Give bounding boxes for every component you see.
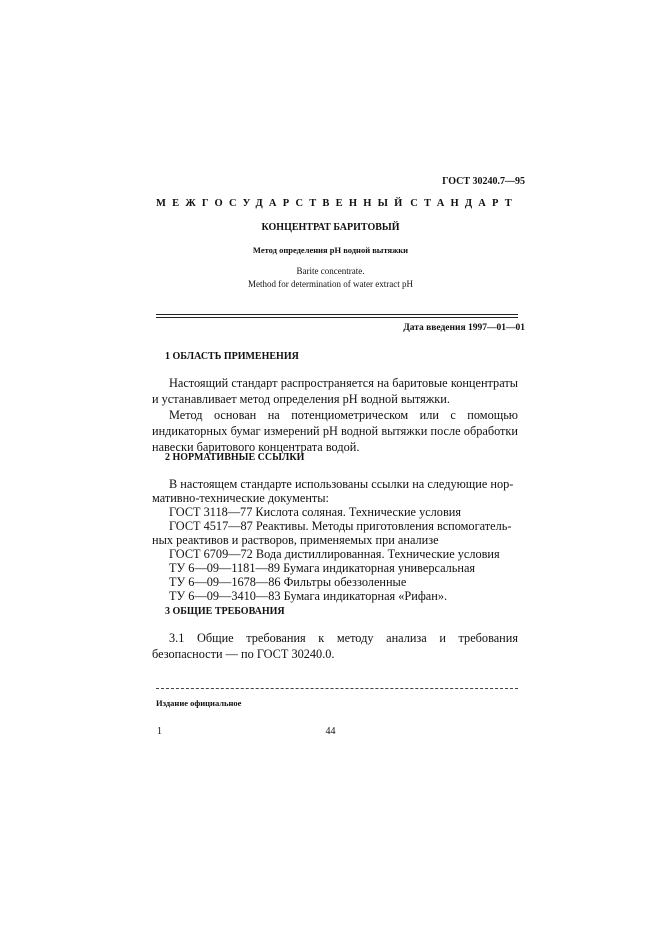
section-1-body: [152, 375, 518, 455]
english-subtitle: Method for determination of water extract pH: [248, 279, 413, 289]
section-1-paragraph-1: Настоящий стандарт распространяется на баритовые концентраты и устанавливает метод определения рН водной вытяжки.: [152, 376, 518, 406]
reference-item: ТУ 6—09—3410—83 Бумага индикаторная «Рифан».: [169, 589, 448, 603]
reference-item: ТУ 6—09—1678—86 Фильтры обеззоленные: [169, 575, 407, 589]
references-intro-cont: мативно-технические документы:: [152, 491, 329, 505]
header-divider-bottom: [156, 317, 518, 318]
page-number: 44: [325, 726, 336, 737]
edition-note: Издание официальное: [156, 698, 242, 708]
section-3-paragraph-1: 3.1 Общие требования к методу анализа и требования безопасности — по ГОСТ 30240.0.: [152, 631, 518, 661]
section-2-heading: 2 НОРМАТИВНЫЕ ССЫЛКИ: [165, 452, 305, 463]
section-1-paragraph-2: Метод основан на потенциометрическом или с помощью индикаторных бумаг измерений рН водной вытяжки после обработки навески баритового концентрата водой.: [152, 408, 518, 454]
english-title: Barite concentrate.: [296, 266, 365, 276]
section-3-body: [152, 630, 518, 662]
header-divider-top: [156, 314, 518, 315]
references-intro: В настоящем стандарте использованы ссылки на следующие нор-: [169, 477, 514, 491]
introduction-date: Дата введения 1997—01—01: [403, 323, 525, 333]
references-list: [152, 477, 518, 603]
standard-banner-right: СТАНДАРТ: [410, 198, 518, 209]
reference-item: ГОСТ 4517—87 Реактивы. Методы приготовления вспомогатель-: [169, 519, 512, 533]
reference-item: ГОСТ 3118—77 Кислота соляная. Технические условия: [169, 505, 462, 519]
reference-item: ТУ 6—09—1181—89 Бумага индикаторная универсальная: [169, 561, 476, 575]
section-1-heading: 1 ОБЛАСТЬ ПРИМЕНЕНИЯ: [165, 351, 299, 362]
gost-number: ГОСТ 30240.7—95: [442, 176, 525, 187]
document-title: КОНЦЕНТРАТ БАРИТОВЫЙ: [261, 222, 400, 233]
standard-banner: [156, 198, 518, 209]
section-3-heading: 3 ОБЩИЕ ТРЕБОВАНИЯ: [165, 606, 285, 617]
standard-banner-left: МЕЖГОСУДАРСТВЕННЫЙ: [156, 198, 409, 209]
document-subtitle: Метод определения рН водной вытяжки: [252, 245, 409, 255]
reference-item: ГОСТ 6709—72 Вода дистиллированная. Технические условия: [169, 547, 500, 561]
sheet-number: 1: [157, 726, 162, 737]
footer-divider: [156, 688, 518, 689]
reference-item-cont: ных реактивов и растворов, применяемых при анализе: [152, 533, 439, 547]
